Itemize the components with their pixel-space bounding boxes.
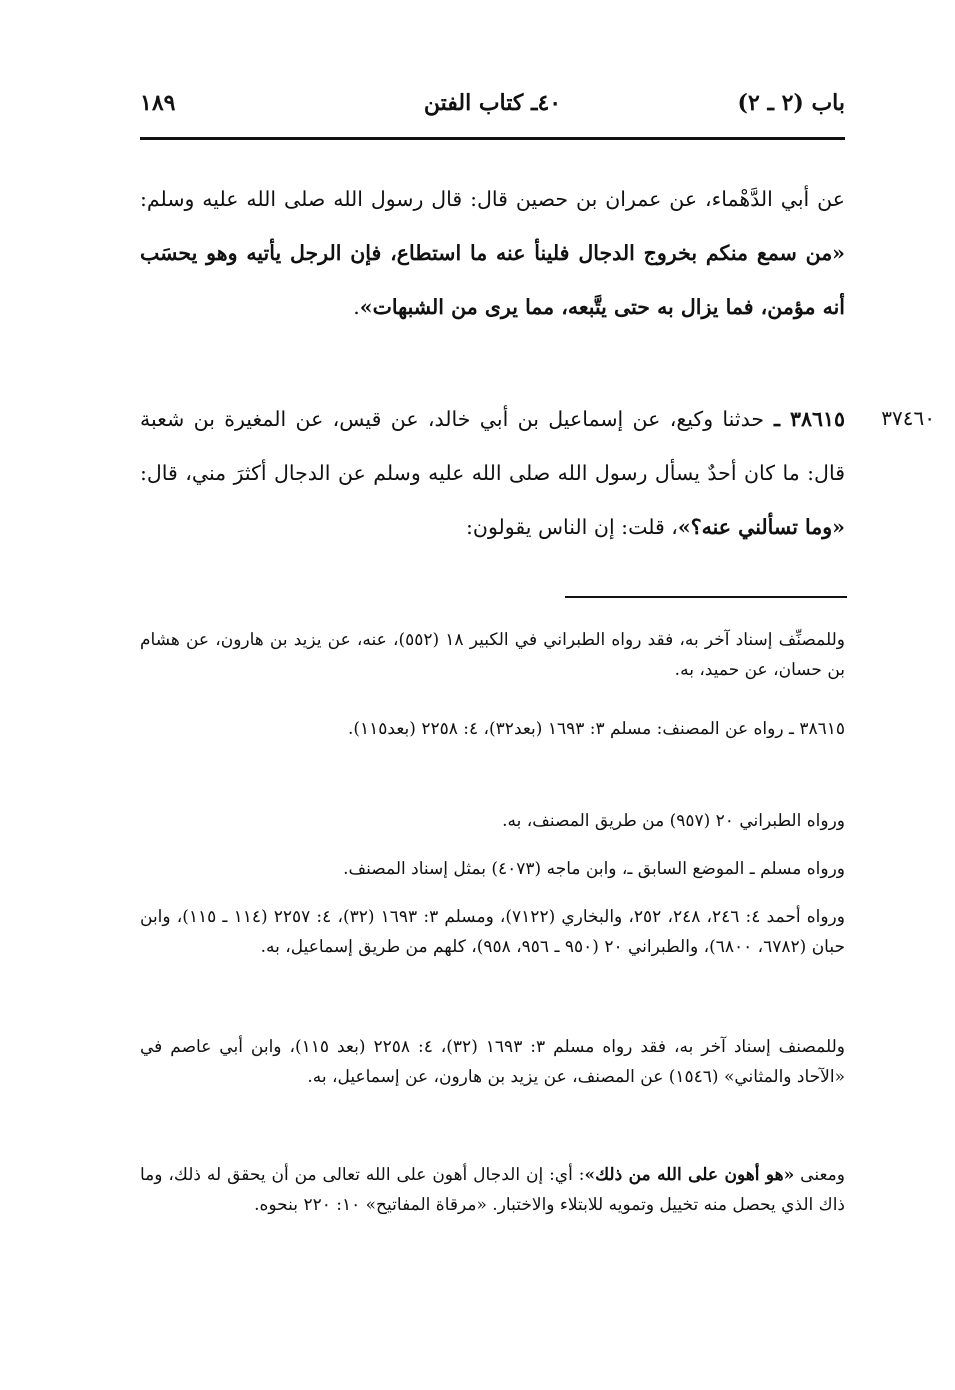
hadith-quote: «وما تسألني عنه؟»	[677, 515, 845, 539]
footnote: ورواه أحمد ٤: ٢٤٦، ٢٤٨، ٢٥٢، والبخاري (٧١٢٢)، ومسلم ٣: ١٦٩٣ (٣٢)، ٤: ٢٢٥٧ (١١٤ ـ ١١٥)، وابن حبان (٦٧٨٢، ٦٨٠٠)، والطبراني ٢٠ (٩٥٠ ـ ٩٥٦، ٩٥٨)، كلهم من طريق إسماعيل، به.	[140, 907, 845, 957]
hadith-end: .	[353, 295, 360, 319]
book-title: ٤٠ـ كتاب الفتن	[423, 90, 562, 116]
header-rule	[140, 137, 845, 140]
hadith-quote: «من سمع منكم بخروج الدجال فلينأ عنه ما استطاع، فإن الرجل يأتيه وهو يحسَب أنه مؤمن، فما يزال به حتى يتَّبعه، مما يرى من الشبهات»	[140, 241, 845, 319]
note-quote: «هو أهون على الله من ذلك»	[584, 1165, 795, 1185]
footnote: وللمصنِّف إسناد آخر به، فقد رواه الطبراني في الكبير ١٨ (٥٥٢)، عنه، عن يزيد بن هارون، عن هشام بن حسان، عن حميد، به.	[140, 630, 845, 680]
hadith-text-end: ، قلت: إن الناس يقولون:	[466, 515, 678, 539]
page-number: ١٨٩	[140, 90, 176, 116]
hadith-paragraph	[140, 392, 845, 554]
page-header	[140, 90, 845, 126]
footnote: ورواه الطبراني ٢٠ (٩٥٧) من طريق المصنف، به.	[502, 811, 845, 831]
hadith-text: عن أبي الدَّهْماء، عن عمران بن حصين قال: قال رسول الله صلى الله عليه وسلم:	[140, 187, 845, 211]
footnote: وللمصنف إسناد آخر به، فقد رواه مسلم ٣: ١٦٩٣ (٣٢)، ٤: ٢٢٥٨ (بعد ١١٥)، وابن أبي عاصم في «الآحاد والمثاني» (١٥٤٦) عن المصنف، عن يزيد بن هارون، عن إسماعيل، به.	[140, 1037, 845, 1087]
section-title: باب (٢ ـ ٢)	[737, 90, 845, 116]
side-hadith-number: ٣٧٤٦٠	[881, 406, 935, 430]
note-text-end: : أي: إن الدجال أهون على الله تعالى من أن يحقق له ذلك، وما ذاك الذي يحصل منه تخييل وتمويه للابتلاء والاختبار. «مرقاة المفاتيح» ١٠: ٢٢٠ بنحوه.	[140, 1165, 845, 1215]
footnote-separator	[565, 596, 847, 598]
hadith-number: ٣٨٦١٥ ـ	[764, 407, 845, 431]
hadith-text: حدثنا وكيع، عن إسماعيل بن أبي خالد، عن قيس، عن المغيرة بن شعبة قال: ما كان أحدٌ يسأل رسول الله صلى الله عليه وسلم عن الدجال أكثرَ مني، قال:	[140, 407, 845, 485]
hadith-continuation	[140, 172, 845, 334]
footnote: ٣٨٦١٥ ـ رواه عن المصنف: مسلم ٣: ١٦٩٣ (بعد٣٢)، ٤: ٢٢٥٨ (بعد١١٥).	[347, 719, 845, 739]
footnote-meaning	[140, 1160, 845, 1220]
note-text: ومعنى	[794, 1165, 845, 1185]
footnote: ورواه مسلم ـ الموضع السابق ـ، وابن ماجه (٤٠٧٣) بمثل إسناد المصنف.	[343, 859, 845, 879]
